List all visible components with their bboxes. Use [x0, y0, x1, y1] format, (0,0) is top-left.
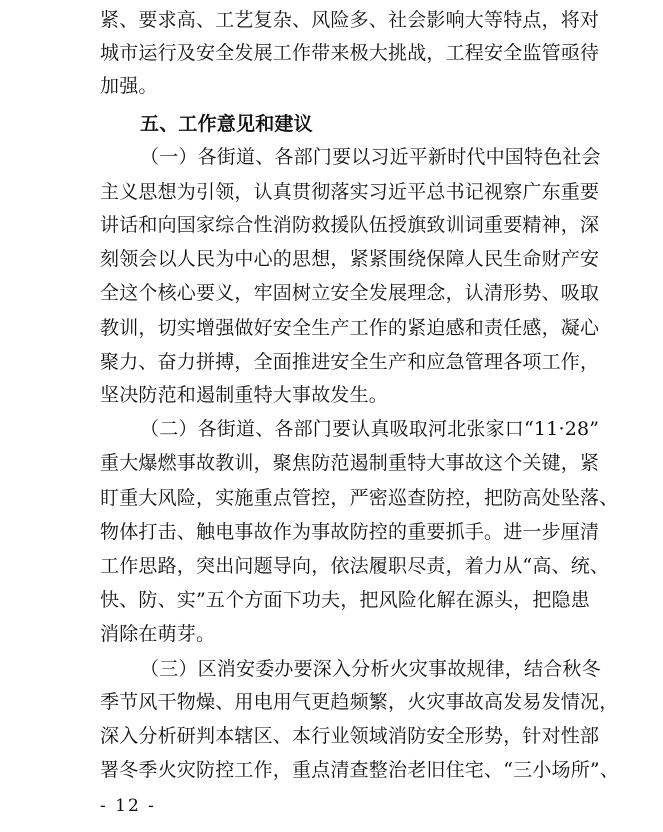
paragraph-line: 工作思路，突出问题导向，依法履职尽责，着力从“高、统、 — [100, 555, 610, 577]
paragraph-line: 盯重大风险，实施重点管控，严密巡查防控，把防高处坠落、 — [100, 487, 619, 509]
paragraph-line: 物体打击、触电事故作为事故防控的重要抓手。进一步厘清 — [100, 521, 600, 543]
paragraph-line: 快、防、实”五个方面下功夫，把风险化解在源头，把隐患 — [100, 589, 590, 611]
paragraph-line: （一）各街道、各部门要以习近平新时代中国特色社会 — [140, 146, 601, 168]
paragraph-line: 紧、要求高、工艺复杂、风险多、社会影响大等特点，将对 — [100, 9, 600, 31]
paragraph-line: 全这个核心要义，牢固树立安全发展理念，认清形势、吸取 — [100, 282, 600, 304]
paragraph-line: 主义思想为引领，认真贯彻落实习近平总书记视察广东重要 — [100, 181, 600, 203]
paragraph-line: 加强。 — [100, 75, 158, 97]
paragraph-line: （二）各街道、各部门要认真吸取河北张家口“11·28” — [140, 418, 600, 440]
paragraph-line: 教训，切实增强做好安全生产工作的紧迫感和责任感，凝心 — [100, 317, 600, 339]
page-number: - 12 - — [100, 796, 156, 816]
paragraph-line: 消除在萌芽。 — [100, 623, 216, 645]
paragraph-line: 深入分析研判本辖区、本行业领域消防安全形势，针对性部 — [100, 725, 600, 747]
paragraph-line: 坚决防范和遏制重特大事故发生。 — [100, 384, 389, 406]
paragraph-line: 署冬季火灾防控工作，重点清查整治老旧住宅、“三小场所”、 — [100, 759, 620, 781]
paragraph-line: 刻领会以人民为中心的思想，紧紧围绕保障人民生命财产安 — [100, 248, 600, 270]
paragraph-line: 讲话和向国家综合性消防救援队伍授旗致训词重要精神，深 — [100, 214, 600, 236]
paragraph-line: 重大爆燃事故教训，聚焦防范遏制重特大事故这个关键，紧 — [100, 452, 600, 474]
paragraph-line: 季节风干物燥、用电用气更趋频繁，火灾事故高发易发情况， — [100, 691, 619, 713]
section-heading: 五、工作意见和建议 — [140, 113, 313, 135]
paragraph-line: 聚力、奋力拼搏，全面推进安全生产和应急管理各项工作， — [100, 351, 600, 373]
paragraph-line: 城市运行及安全发展工作带来极大挑战，工程安全监管亟待 — [100, 42, 600, 64]
paragraph-line: （三）区消安委办要深入分析火灾事故规律，结合秋冬 — [140, 658, 601, 680]
